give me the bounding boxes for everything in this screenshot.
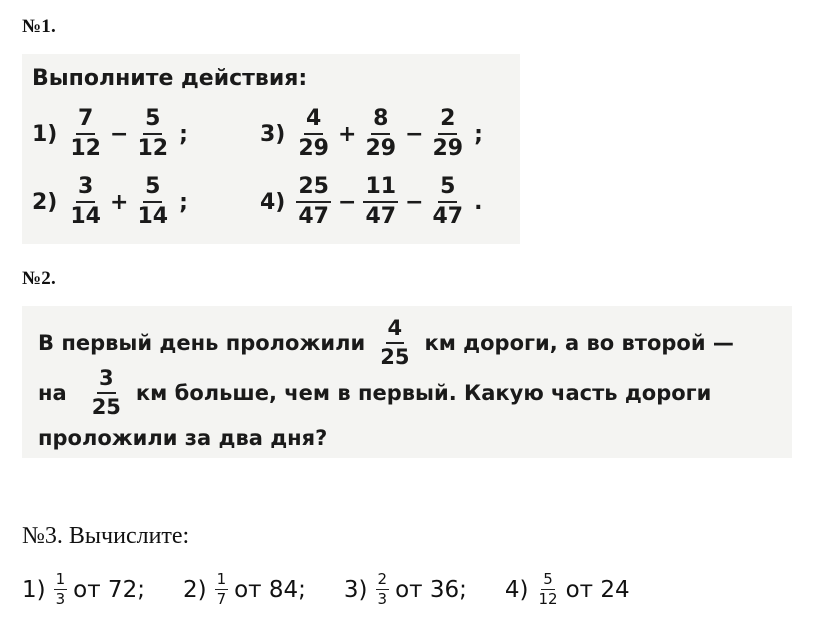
task3-items xyxy=(22,572,630,607)
exercise-label: 3) xyxy=(260,121,286,147)
task2-scan xyxy=(22,306,792,458)
terminator: . xyxy=(474,189,483,215)
fraction: $\frac{1}{7}$ xyxy=(216,570,227,608)
fraction: $\frac{5}{12}$ xyxy=(137,106,169,161)
item-label: 1) xyxy=(22,576,46,603)
task3-heading: №3. Вычислите: xyxy=(22,523,190,549)
operator: − xyxy=(338,189,357,215)
task3-item-1 xyxy=(22,572,145,607)
fraction: $\frac{3}{14}$ xyxy=(70,174,101,229)
operator: − xyxy=(405,189,424,215)
task3-item-2 xyxy=(183,572,306,607)
item-label: 2) xyxy=(182,576,207,603)
exercise-2 xyxy=(32,176,188,228)
problem-line-2 xyxy=(38,368,711,418)
operator: − xyxy=(405,121,424,147)
terminator: ; xyxy=(179,189,188,215)
exercise-label: 2) xyxy=(32,189,58,215)
exercise-label: 4) xyxy=(260,189,286,215)
exercise-3 xyxy=(260,108,483,160)
fraction: $\frac{7}{12}$ xyxy=(70,106,101,161)
problem-text: км дороги, а во второй — xyxy=(424,331,734,355)
task3-item-4 xyxy=(505,572,630,607)
fraction: $\frac{5}{47}$ xyxy=(432,174,464,229)
exercise-label: 1) xyxy=(32,121,58,147)
item-text: от 24 xyxy=(565,576,630,603)
fraction: $\frac{1}{3}$ xyxy=(55,570,66,608)
fraction: $\frac{5}{14}$ xyxy=(137,174,169,229)
exercise-4 xyxy=(260,176,482,228)
task2-heading: №2. xyxy=(22,268,56,289)
task1-scan xyxy=(22,54,520,244)
fraction: $\frac{2}{29}$ xyxy=(432,106,464,161)
problem-line-1 xyxy=(38,318,734,368)
item-text: от 36; xyxy=(395,576,467,603)
fraction: $\frac{4}{29}$ xyxy=(298,106,329,161)
problem-text: В первый день проложили xyxy=(38,331,366,355)
terminator: ; xyxy=(179,121,188,147)
fraction: $\frac{4}{25}$ xyxy=(380,316,410,369)
problem-line-3 xyxy=(38,426,327,450)
problem-text: км больше, чем в первый. Какую часть дороги xyxy=(135,381,712,405)
item-label: 3) xyxy=(343,576,368,603)
item-text: от 84; xyxy=(234,576,306,603)
item-label: 4) xyxy=(504,576,529,603)
problem-text: проложили за два дня? xyxy=(38,426,328,450)
operator: + xyxy=(110,189,129,215)
exercise-1 xyxy=(32,108,188,160)
problem-text: на xyxy=(38,381,67,405)
operator: + xyxy=(338,121,357,147)
fraction: $\frac{25}{47}$ xyxy=(298,174,329,229)
fraction: $\frac{8}{29}$ xyxy=(365,106,397,161)
fraction: $\frac{11}{47}$ xyxy=(365,174,397,229)
fraction: $\frac{2}{3}$ xyxy=(377,570,388,608)
fraction: $\frac{5}{12}$ xyxy=(538,570,558,608)
fraction: $\frac{3}{25}$ xyxy=(91,366,121,419)
task1-title: Выполните действия: xyxy=(32,66,308,91)
task1-heading: №1. xyxy=(22,16,56,37)
terminator: ; xyxy=(474,121,483,147)
operator: − xyxy=(110,121,129,147)
item-text: от 72; xyxy=(73,576,145,603)
task3-item-3 xyxy=(344,572,467,607)
